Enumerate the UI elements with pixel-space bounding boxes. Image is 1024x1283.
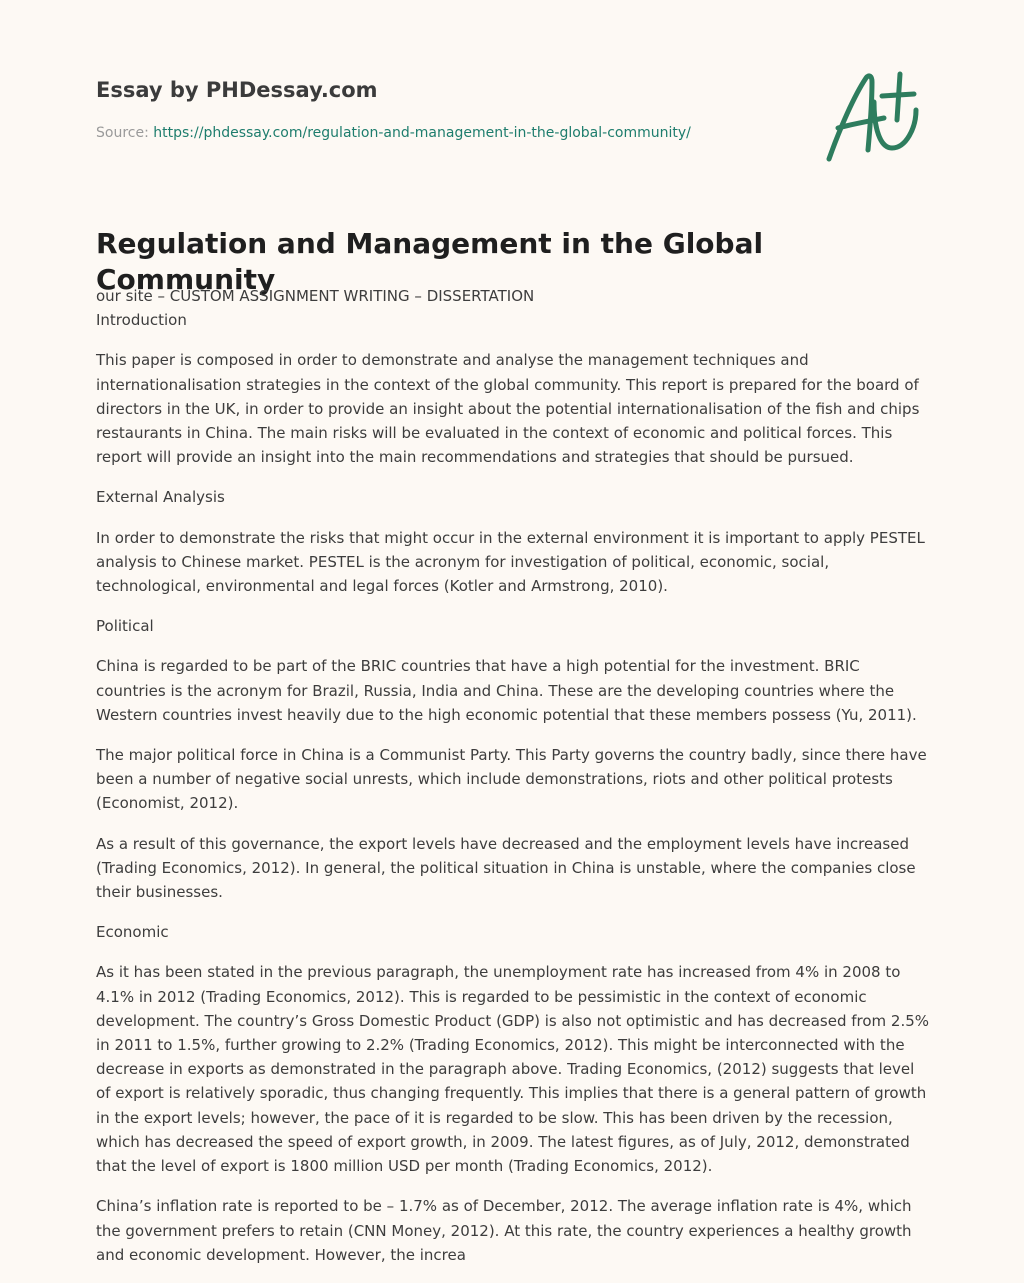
source-link[interactable]: https://phdessay.com/regulation-and-management-in-the-global-community/ bbox=[153, 125, 691, 141]
paragraph: As a result of this governance, the export levels have decreased and the employment levels have increased (Trading Economics, 2012). In general, the political situation in China is unstable, where the companies close their businesses. bbox=[96, 834, 916, 902]
paragraph: In order to demonstrate the risks that might occur in the external environment it is important to apply PESTEL analysis to Chinese market. PESTEL is the acronym for investigation of political, economic, social, technological, environmental and legal forces (Kotler and Armstrong, 2010). bbox=[96, 528, 925, 596]
section-heading-introduction: Introduction bbox=[96, 311, 187, 330]
source-label: Source: bbox=[96, 125, 154, 141]
section-heading-external-analysis: External Analysis bbox=[96, 488, 225, 507]
paragraph: As it has been stated in the previous paragraph, the unemployment rate has increased from 4% in 2008 to 4.1% in 2012 (Trading Economics, 2012). This is regarded to be pessimistic in the context of economic development. The country’s Gross Domestic Product (GDP) is also not optimistic and has decreased from 2.5% in 2011 to 1.5%, further growing to 2.2% (Trading Economics, 2012). This might be interconnected with the decrease in exports as demonstrated in the paragraph above. Trading Economics, (2012) suggests that level of export is relatively sporadic, thus changing frequently. This implies that there is a general pattern of growth in the export levels; however, the pace of it is regarded to be slow. This has been driven by the recession, which has decreased the speed of export growth, in 2009. The latest figures, as of July, 2012, demonstrated that the level of export is 1800 million USD per month (Trading Economics, 2012). bbox=[96, 963, 930, 1176]
a-plus-logo-icon bbox=[822, 66, 928, 164]
paragraph: China is regarded to be part of the BRIC countries that have a high potential for the investment. BRIC countries is the acronym for Brazil, Russia, India and China. These are the developing countries where the Western countries invest heavily due to the high economic potential that these members possess (Yu, 2011). bbox=[96, 657, 917, 724]
paragraph: China’s inflation rate is reported to be – 1.7% as of December, 2012. The average inflation rate is 4%, which the government prefers to retain (CNN Money, 2012). At this rate, the country experiences a healthy growth and economic development. However, the increa bbox=[96, 1197, 912, 1264]
paragraph: The major political force in China is a Communist Party. This Party governs the country badly, since there have been a number of negative social unrests, which include demonstrations, riots and other political protests (Economist, 2012). bbox=[96, 746, 927, 813]
paragraph: This paper is composed in order to demonstrate and analyse the management techniques and internationalisation strategies in the context of the global community. This report is prepared for the board of directors in the UK, in order to provide an insight about the potential internationalisation of the fish and chips restaurants in China. The main risks will be evaluated in the context of economic and political forces. This report will provide an insight into the main recommendations and strategies that should be pursued. bbox=[96, 351, 920, 467]
article-title: Regulation and Management in the Global Community bbox=[96, 227, 764, 296]
article-subtitle: our site – CUSTOM ASSIGNMENT WRITING – DISSERTATION bbox=[96, 287, 535, 305]
article-body bbox=[96, 284, 932, 1283]
section-heading-political: Political bbox=[96, 617, 154, 636]
essay-header bbox=[96, 76, 796, 142]
section-heading-economic: Economic bbox=[96, 923, 169, 942]
site-brand: Essay by PHDessay.com bbox=[96, 78, 378, 102]
source-line bbox=[96, 124, 796, 142]
